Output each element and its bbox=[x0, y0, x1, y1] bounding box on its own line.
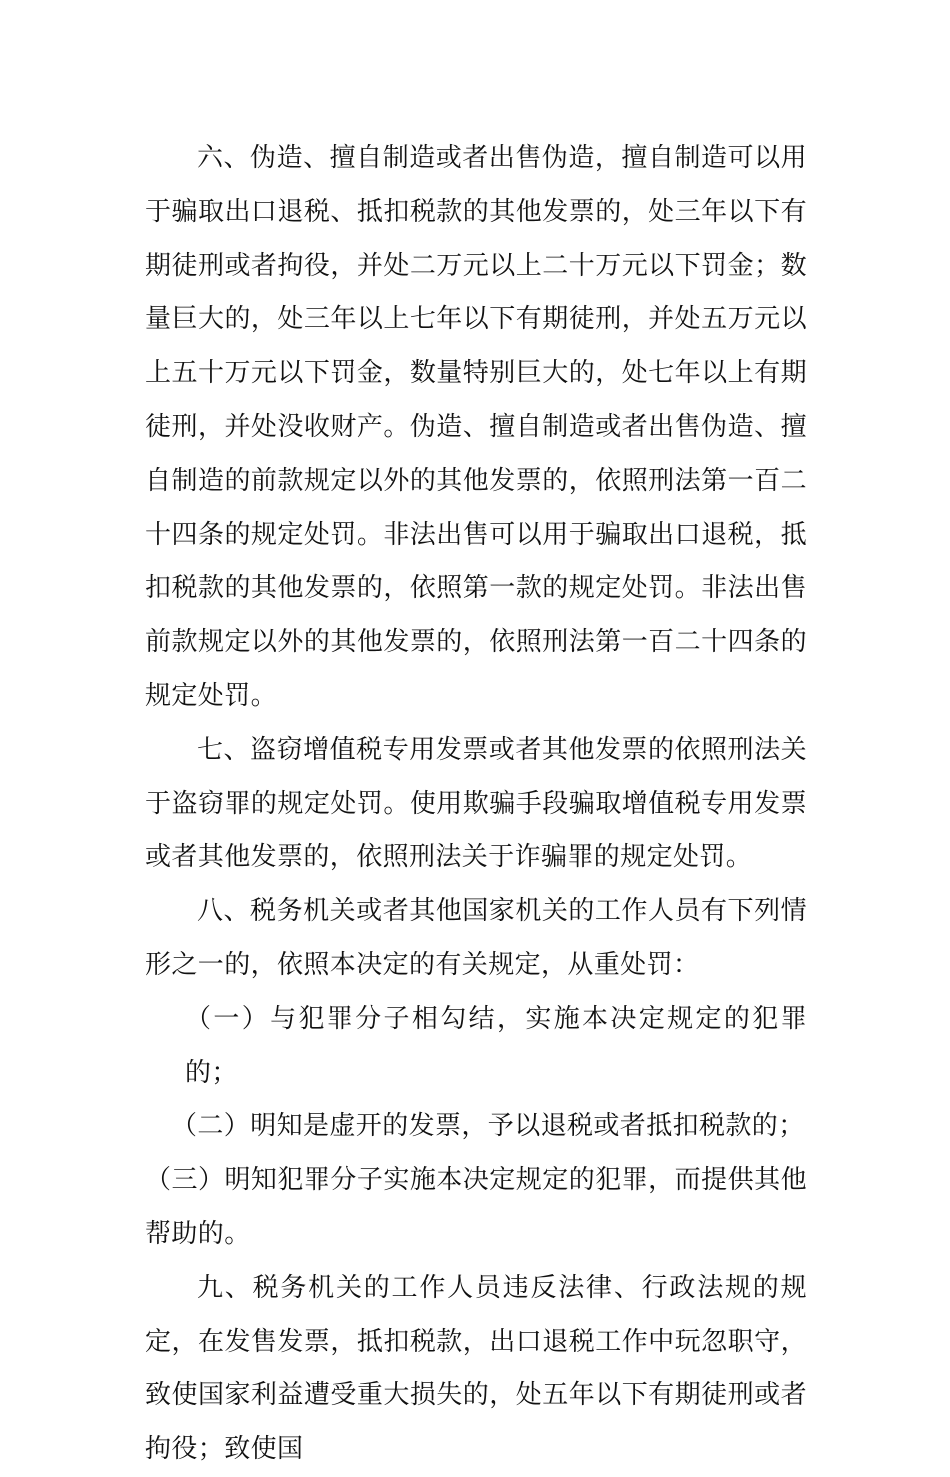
paragraph-article-9: 九、税务机关的工作人员违反法律、行政法规的规定，在发售发票，抵扣税款，出口退税工作中玩忽职守，致使国家利益遭受重大损失的，处五年以下有期徒刑或者拘役；致使国 bbox=[145, 1272, 807, 1465]
list-item-3: （三）明知犯罪分子实施本决定规定的犯罪，而提供其他帮助的。 bbox=[145, 1165, 807, 1249]
paragraph-article-7: 七、盗窃增值税专用发票或者其他发票的依照刑法关于盗窃罪的规定处罚。使用欺骗手段骗取增值税专用发票或者其他发票的，依照刑法关于诈骗罪的规定处罚。 bbox=[145, 734, 807, 873]
document-body bbox=[145, 132, 807, 1477]
list-item-2: （二）明知是虚开的发票，予以退税或者抵扣税款的； bbox=[171, 1111, 805, 1142]
paragraph-article-6: 六、伪造、擅自制造或者出售伪造，擅自制造可以用于骗取出口退税、抵扣税款的其他发票的，处三年以下有期徒刑或者拘役，并处二万元以上二十万元以下罚金；数量巨大的，处三年以上七年以下有期徒刑，并处五万元以上五十万元以下罚金，数量特别巨大的，处七年以上有期徒刑，并处没收财产。伪造、擅自制造或者出售伪造、擅自制造的前款规定以外的其他发票的，依照刑法第一百二十四条的规定处罚。非法出售可以用于骗取出口退税，抵扣税款的其他发票的，依照第一款的规定处罚。非法出售前款规定以外的其他发票的，依照刑法第一百二十四条的规定处罚。 bbox=[145, 143, 807, 711]
list-item-1: （一）与犯罪分子相勾结，实施本决定规定的犯罪的； bbox=[185, 1003, 807, 1088]
paragraph-article-8: 八、税务机关或者其他国家机关的工作人员有下列情形之一的，依照本决定的有关规定，从重处罚： bbox=[145, 896, 807, 980]
